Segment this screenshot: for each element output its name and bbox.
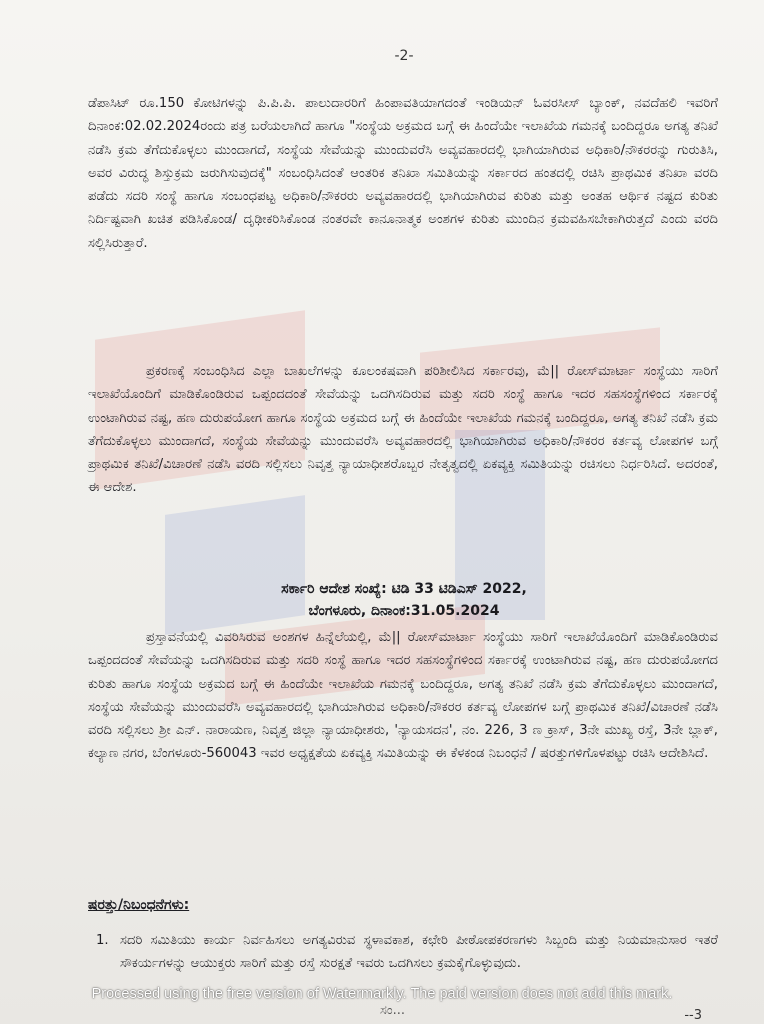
list-item [96,929,718,976]
page-number: -2- [394,48,414,64]
paragraph-committee-decision: ಪ್ರಕರಣಕ್ಕೆ ಸಂಬಂಧಿಸಿದ ಎಲ್ಲಾ ಬಾಖಲೆಗಳನ್ನು ಕೂಲಂಕಷವಾಗಿ ಪರಿಶೀಲಿಸಿದ ಸರ್ಕಾರವು, ಮೆ|| ರೋಸ್‌ಮಾರ್ಟಾ ಸಂಸ್ಥೆಯು ಸಾರಿಗೆ ಇಲಾಖೆಯೊಂದಿಗೆ ಮಾಡಿಕೊಂಡಿರುವ ಒಪ್ಪಂದದಂತೆ ಸೇವೆಯನ್ನು ಒದಗಿಸದಿರುವ ಮತ್ತು ಸದರಿ ಸಂಸ್ಥೆ ಹಾಗೂ ಇದರ ಸಹಸಂಸ್ಥೆಗಳಿಂದ ಸರ್ಕಾರಕ್ಕೆ ಉಂಟಾಗಿರುವ ನಷ್ಟ, ಹಣ ದುರುಪಯೋಗ ಹಾಗೂ ಸಂಸ್ಥೆಯ ಅಕ್ರಮದ ಬಗ್ಗೆ ಈ ಹಿಂದೆಯೇ ಇಲಾಖೆಯ ಗಮನಕ್ಕೆ ಬಂದಿದ್ದರೂ, ಅಗತ್ಯ ತನಿಖೆ ನಡೆಸಿ ಕ್ರಮ ತೆಗೆದುಕೊಳ್ಳಲು ಮುಂದಾಗದೆ, ಸಂಸ್ಥೆಯ ಸೇವೆಯನ್ನು ಮುಂದುವರೆಸಿ ಅವ್ಯವಹಾರದಲ್ಲಿ ಭಾಗಿಯಾಗಿರುವ ಅಧಿಕಾರಿ/ನೌಕರರ ಕರ್ತವ್ಯ ಲೋಪಗಳ ಬಗ್ಗೆ ಪ್ರಾಥಮಿಕ ತನಿಖೆ/ವಿಚಾರಣೆ ನಡೆಸಿ ವರದಿ ಸಲ್ಲಿಸಲು ನಿವೃತ್ತ ನ್ಯಾಯಾಧೀಶರೊಬ್ಬರ ನೇತೃತ್ವದಲ್ಲಿ ಏಕವ್ಯಕ್ತಿ ಸಮಿತಿಯನ್ನು ರಚಿಸಲು ನಿರ್ಧರಿಸಿದೆ. ಅದರಂತೆ, ಈ ಆದೇಶ. [88,364,718,496]
conditions-title: ಷರತ್ತು/ನಿಬಂಧನೆಗಳು: [88,897,190,913]
list-item-text: ಸದರಿ ಸಮಿತಿಯು ಕಾರ್ಯ ನಿರ್ವಹಿಸಲು ಅಗತ್ಯವಿರುವ ಸ್ಥಳಾವಕಾಶ, ಕಛೇರಿ ಪೀಠೋಪಕರಣಗಳು ಸಿಬ್ಬಂದಿ ಮತ್ತು ನಿಯಮಾನುಸಾರ ಇತರೆ ಸೌಕರ್ಯಗಳನ್ನು ಆಯುಕ್ತರು ಸಾರಿಗೆ ಮತ್ತು ರಸ್ತೆ ಸುರಕ್ಷತೆ ಇವರು ಒದಗಿಸಲು ಕ್ರಮಕೈಗೊಳ್ಳುವುದು. [120,933,718,972]
handwritten-scribble: ಸಂ... [380,1003,406,1018]
list-item-number: 1. [96,933,109,948]
watermark-text: Processed using the free version of Watermarkly. The paid version does not add this mark. [91,986,673,1002]
order-place-date: ಬೆಂಗಳೂರು, ದಿನಾಂಕ:31.05.2024 [308,603,500,619]
order-number: ಸರ್ಕಾರಿ ಆದೇಶ ಸಂಖ್ಯೆ: ಟಿಡಿ 33 ಟಿಡಿಎಸ್ 2022, [281,581,527,597]
document-page [88,0,720,1024]
government-order-heading [88,578,720,622]
paragraph-order-body: ಪ್ರಸ್ತಾವನೆಯಲ್ಲಿ ವಿವರಿಸಿರುವ ಅಂಶಗಳ ಹಿನ್ನೆಲೆಯಲ್ಲಿ, ಮೆ|| ರೋಸ್‌ಮಾರ್ಟಾ ಸಂಸ್ಥೆಯು ಸಾರಿಗೆ ಇಲಾಖೆಯೊಂದಿಗೆ ಮಾಡಿಕೊಂಡಿರುವ ಒಪ್ಪಂದದಂತೆ ಸೇವೆಯನ್ನು ಒದಗಿಸದಿರುವ ಮತ್ತು ಸದರಿ ಸಂಸ್ಥೆ ಹಾಗೂ ಇದರ ಸಹಸಂಸ್ಥೆಗಳಿಂದ ಸರ್ಕಾರಕ್ಕೆ ಉಂಟಾಗಿರುವ ನಷ್ಟ, ಹಣ ದುರುಪಯೋಗದ ಕುರಿತು ಹಾಗೂ ಸಂಸ್ಥೆಯ ಅಕ್ರಮದ ಬಗ್ಗೆ ಈ ಹಿಂದೆಯೇ ಇಲಾಖೆಯ ಗಮನಕ್ಕೆ ಬಂದಿದ್ದರೂ, ಅಗತ್ಯ ತನಿಖೆ ನಡೆಸಿ ಕ್ರಮ ತೆಗೆದುಕೊಳ್ಳಲು ಮುಂದಾಗದೆ, ಸಂಸ್ಥೆಯ ಸೇವೆಯನ್ನು ಮುಂದುವರೆಸಿ ಅವ್ಯವಹಾರದಲ್ಲಿ ಭಾಗಿಯಾಗಿರುವ ಅಧಿಕಾರಿ/ನೌಕರರ ಕರ್ತವ್ಯ ಲೋಪಗಳ ಬಗ್ಗೆ ಪ್ರಾಥಮಿಕ ತನಿಖೆ/ವಿಚಾರಣೆ ನಡೆಸಿ ವರದಿ ಸಲ್ಲಿಸಲು ಶ್ರೀ ಎನ್. ನಾರಾಯಣ, ನಿವೃತ್ತ ಜಿಲ್ಲಾ ನ್ಯಾಯಾಧೀಶರು, 'ನ್ಯಾಯಸದನ', ನಂ. 226, 3 ಣ ಕ್ರಾಸ್, 3ನೇ ಮುಖ್ಯ ರಸ್ತೆ, 3ನೇ ಬ್ಲಾಕ್, ಕಲ್ಯಾಣ ನಗರ, ಬೆಂಗಳೂರು-560043 ಇವರ ಅಧ್ಯಕ್ಷತೆಯ ಏಕವ್ಯಕ್ತಿ ಸಮಿತಿಯನ್ನು ಈ ಕೆಳಕಂಡ ನಿಬಂಧನೆ / ಷರತ್ತುಗಳಿಗೊಳಪಟ್ಟು ರಚಿಸಿ ಆದೇಶಿಸಿದೆ. [88,630,718,762]
next-page-marker: --3 [684,1008,702,1023]
paragraph-deposit-report: ಡೆಪಾಸಿಟ್ ರೂ.150 ಕೋಟಿಗಳನ್ನು ಪಿ.ಪಿ.ಪಿ. ಪಾಲುದಾರರಿಗೆ ಹಿಂಪಾವತಿಯಾಗದಂತೆ ಇಂಡಿಯನ್ ಓವರಸೀಸ್ ಬ್ಯಾಂಕ್, ನವದೆಹಲಿ ಇವರಿಗೆ ದಿನಾಂಕ:02.02.2024ರಂದು ಪತ್ರ ಬರೆಯಲಾಗಿದೆ ಹಾಗೂ "ಸಂಸ್ಥೆಯ ಅಕ್ರಮದ ಬಗ್ಗೆ ಈ ಹಿಂದೆಯೇ ಇಲಾಖೆಯ ಗಮನಕ್ಕೆ ಬಂದಿದ್ದರೂ ಅಗತ್ಯ ತನಿಖೆ ನಡೆಸಿ ಕ್ರಮ ತೆಗೆದುಕೊಳ್ಳಲು ಮುಂದಾಗದೆ, ಸಂಸ್ಥೆಯ ಸೇವೆಯನ್ನು ಮುಂದುವರೆಸಿ ಅವ್ಯವಹಾರದಲ್ಲಿ ಭಾಗಿಯಾಗಿರುವ ಅಧಿಕಾರಿ/ನೌಕರರನ್ನು ಗುರುತಿಸಿ, ಅವರ ವಿರುದ್ಧ ಶಿಸ್ತುಕ್ರಮ ಜರುಗಿಸುವುದಕ್ಕೆ" ಸಂಬಂಧಿಸಿದಂತೆ ಆಂತರಿಕ ತನಿಖಾ ಸಮಿತಿಯನ್ನು ಸರ್ಕಾರದ ಹಂತದಲ್ಲಿ ರಚಿಸಿ ಪ್ರಾಥಮಿಕ ತನಿಖಾ ವರದಿ ಪಡೆದು ಸದರಿ ಸಂಸ್ಥೆ ಹಾಗೂ ಸಂಬಂಧಪಟ್ಟ ಅಧಿಕಾರಿ/ನೌಕರರು ಅವ್ಯವಹಾರದಲ್ಲಿ ಭಾಗಿಯಾಗಿರುವ ಕುರಿತು ಮತ್ತು ಅಂತಹ ಆರ್ಥಿಕ ನಷ್ಟದ ಕುರಿತು ನಿರ್ದಿಷ್ಟವಾಗಿ ಖಚಿತ ಪಡಿಸಿಕೊಂಡ/ ದೃಢೀಕರಿಸಿಕೊಂಡ ನಂತರವೇ ಕಾನೂನಾತ್ಮಕ ಅಂಶಗಳ ಕುರಿತು ಮುಂದಿನ ಕ್ರಮವಹಿಸಬೇಕಾಗಿರುತ್ತದೆ ಎಂದು ವರದಿ ಸಲ್ಲಿಸಿರುತ್ತಾರೆ. [88,96,718,251]
